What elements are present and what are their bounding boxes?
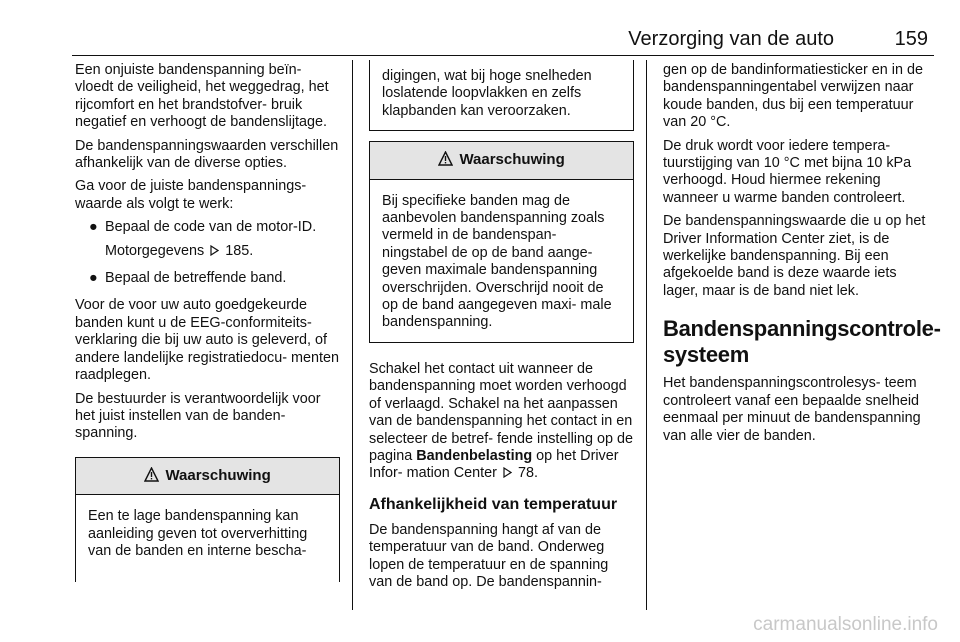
warning-icon bbox=[438, 151, 453, 166]
page-header bbox=[72, 22, 934, 56]
paragraph-text: Schakel het contact uit wanneer de bandenspanning moet worden verhoogd of verlaagd. Schakel na het aanpassen van de bandenspanning het contact in en selecteer de betref- fende instelling op de pagina bbox=[369, 360, 633, 464]
warning-body bbox=[370, 180, 633, 342]
list-item bbox=[75, 270, 340, 287]
page-reference-icon bbox=[503, 467, 512, 478]
column-1 bbox=[75, 62, 340, 582]
paragraph-text: op het Driver Infor- mation Center bbox=[369, 447, 619, 482]
cross-reference-link[interactable]: Motorgegevens bbox=[105, 242, 205, 259]
reference-page: 185. bbox=[225, 242, 254, 259]
column-divider-1 bbox=[352, 60, 353, 610]
list-item bbox=[75, 219, 340, 260]
menu-page-name: Bandenbelasting bbox=[416, 447, 533, 464]
warning-box bbox=[75, 457, 340, 583]
warning-title-text: Waarschuwing bbox=[459, 151, 565, 169]
warning-text: Een te lage bandenspanning kan aanleiding geven tot oververhitting van de banden en interne bescha- bbox=[88, 508, 308, 559]
paragraph: Het bandenspanningscontrolesys- teem controleert vanaf een bepaalde snelheid eenmaal per minuut de bandenspanning van alle vier de banden. bbox=[663, 375, 921, 444]
warning-title bbox=[370, 142, 633, 179]
page-title: Verzorging van de auto bbox=[628, 28, 834, 50]
section-heading: Bandenspanningscontrole- systeem bbox=[663, 316, 941, 368]
column-divider-2 bbox=[646, 60, 647, 610]
warning-text: digingen, wat bij hoge snelheden loslatende loopvlakken en zelfs klapbanden kan veroorzaken. bbox=[382, 68, 592, 119]
warning-title-text: Waarschuwing bbox=[165, 466, 271, 484]
paragraph: gen op de bandinformatiesticker en in de bandenspanningentabel verwijzen naar koude banden, dus bij een temperatuur van 20 °C. bbox=[663, 62, 924, 131]
bullet-text: Bepaal de betreffende band. bbox=[105, 270, 287, 287]
bullet-icon: ● bbox=[89, 219, 98, 236]
cross-reference-link[interactable]: 78. bbox=[517, 465, 538, 482]
column-2 bbox=[369, 62, 634, 597]
warning-box bbox=[369, 141, 634, 343]
header-rule bbox=[72, 55, 934, 56]
warning-text: Bij specifieke banden mag de aanbevolen bandenspanning zoals vermeld in de bandenspan- ningstabel de op de band aange- geven maximale bandenspanning overschrijden. Overschrijd nooit de op de band aangegeven maxi- male bandenspanning. bbox=[382, 192, 612, 331]
paragraph: De druk wordt voor iedere tempera- tuurstijging van 10 °C met bijna 10 kPa verhoogd. Houd hiermee rekening wanneer u warme banden controleert. bbox=[663, 137, 912, 206]
watermark: carmanualsonline.info bbox=[753, 614, 938, 635]
page-number: 159 bbox=[894, 28, 928, 50]
warning-title bbox=[76, 458, 339, 495]
column-3 bbox=[663, 62, 941, 451]
warning-body bbox=[76, 495, 339, 582]
section-heading: Afhankelijkheid van temperatuur bbox=[369, 495, 618, 513]
bullet-icon: ● bbox=[89, 270, 98, 287]
paragraph: Voor de voor uw auto goedgekeurde banden kunt u de EEG-conformiteits- verklaring die bij uw auto is geleverd, of andere landelijke registratiedocu- menten raadplegen. bbox=[75, 297, 339, 384]
warning-body bbox=[370, 60, 633, 130]
warning-box-continued bbox=[369, 60, 634, 131]
bullet-list bbox=[75, 219, 340, 287]
paragraph: Ga voor de juiste bandenspannings- waarde als volgt te werk: bbox=[75, 178, 307, 212]
page-reference-icon bbox=[210, 245, 219, 256]
paragraph: De bestuurder is verantwoordelijk voor het juist instellen van de banden- spanning. bbox=[75, 390, 321, 442]
paragraph: De bandenspanningswaarden verschillen afhankelijk van de diverse opties. bbox=[75, 137, 339, 172]
paragraph: De bandenspanning hangt af van de temperatuur van de band. Onderweg lopen de temperatuur en de spanning van de band op. De bandenspannin- bbox=[369, 521, 609, 590]
warning-icon bbox=[144, 467, 159, 482]
paragraph bbox=[369, 361, 634, 483]
paragraph: Een onjuiste bandenspanning beïn- vloedt de veiligheid, het weggedrag, het rijcomfort en het brandstofver- bruik negatief en verhoogt de bandenslijtage. bbox=[75, 62, 329, 131]
bullet-text: Bepaal de code van de motor-ID. bbox=[105, 219, 317, 236]
paragraph: De bandenspanningswaarde die u op het Driver Information Center ziet, is de werkelijke bandenspanning. Bij een afgekoelde band is deze waarde iets lager, maar is de band niet lek. bbox=[663, 213, 926, 299]
